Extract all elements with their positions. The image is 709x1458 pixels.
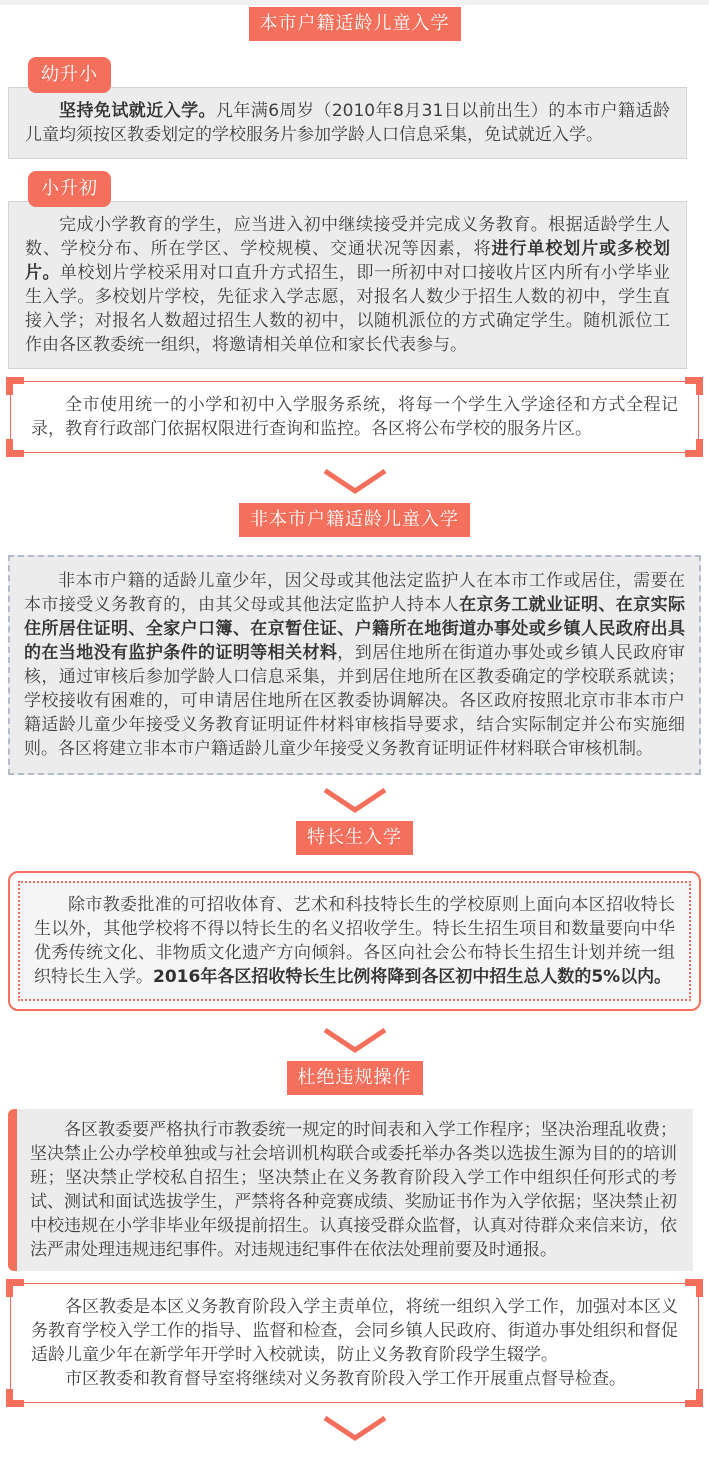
panel-primary-to-junior [8,201,687,369]
paragraph: 非本市户籍的适龄儿童少年，因父母或其他法定监护人在本市工作或居住，需要在本市接受义务教育的，由其父母或其他法定监护人持本人在京务工就业证明、在京实际住所居住证明、全家户口簿、在京暂住证、户籍所在地街道办事处或乡镇人民政府出具的在当地没有监护条件的证明等相关材料，到居住地所在街道办事处或乡镇人民政府审核，通过审核后参加学龄人口信息采集，并到居住地所在区教委确定的学校联系就读；学校接收有困难的，可申请居住地所在区教委协调解决。各区政府按照北京市非本市户籍适龄儿童少年接受义务教育证明证件材料审核指导要求，结合实际制定并公布实施细则。各区将建立非本市户籍适龄儿童少年接受义务教育证明证件材料联合审核机制。 [24,571,686,759]
panel-talent-policy [18,881,691,1001]
corner-bracket-icon [6,1279,24,1297]
panel-violation-rules [8,1109,693,1271]
stage-tag-primary-to-junior: 小升初 [28,171,111,207]
panel-nonlocal-requirements [8,555,701,775]
section-title-local: 本市户籍适龄儿童入学 [249,7,461,41]
talent-box [8,871,701,1011]
panel-preschool-to-primary [8,87,687,159]
corner-bracket-icon [685,377,703,395]
stage-tag-preschool-to-primary: 幼升小 [28,57,111,93]
note-box-enrollment-system [10,381,699,453]
chevron-down-icon [8,468,701,494]
paragraph: 各区教委是本区义务教育阶段入学主责单位，将统一组织入学工作，加强对本区义务教育学校入学工作的指导、监督和检查，会同乡镇人民政府、街道办事处组织和督促适龄儿童少年在新学年开学时入校就读，防止义务教育阶段学生辍学。 [31,1297,678,1365]
enrollment-infographic [0,7,709,1441]
corner-bracket-icon [685,439,703,457]
chevron-down-icon [8,1415,701,1441]
note-box-responsibility [10,1283,699,1403]
section-title-nonlocal: 非本市户籍适龄儿童入学 [239,503,470,537]
paragraph: 市区教委和教育督导室将继续对义务教育阶段入学工作开展重点督导检查。 [65,1369,626,1389]
corner-bracket-icon [6,377,24,395]
paragraph: 坚持免试就近入学。凡年满6周岁（2010年8月31日以前出生）的本市户籍适龄儿童均须按区教委划定的学校服务片参加学龄人口信息采集，免试就近入学。 [25,101,671,145]
paragraph: 各区教委要严格执行市教委统一规定的时间表和入学工作程序；坚决治理乱收费；坚决禁止公办学校单独或与社会培训机构联合或委托举办各类以选拔生源为目的的培训班；坚决禁止学校私自招生；坚决禁止在义务教育阶段入学工作中组织任何形式的考试、测试和面试选拔学生，严禁将各种竞赛成绩、奖励证书作为入学依据；坚决禁止初中校违规在小学非毕业年级提前招生。认真接受群众监督，认真对待群众来信来访，依法严肃处理违规违纪事件。对违规违纪事件在依法处理前要及时通报。 [30,1120,677,1260]
corner-bracket-icon [6,439,24,457]
chevron-down-icon [8,787,701,813]
page-top-strip [0,0,709,5]
paragraph: 全市使用统一的小学和初中入学服务系统，将每一个学生入学途径和方式全程记录，教育行政部门依据权限进行查询和监控。各区将公布学校的服务片区。 [31,395,678,439]
corner-bracket-icon [6,1389,24,1407]
accent-left-bar [8,1109,17,1271]
chevron-down-icon [8,1027,701,1053]
corner-bracket-icon [685,1389,703,1407]
paragraph: 完成小学教育的学生，应当进入初中继续接受并完成义务教育。根据适龄学生人数、学校分布、所在学区、学校规模、交通状况等因素，将进行单校划片或多校划片。单校划片学校采用对口直升方式招生，即一所初中对口接收片区内所有小学毕业生入学。多校划片学校，先征求入学志愿，对报名人数少于招生人数的初中，学生直接入学；对报名人数超过招生人数的初中，以随机派位的方式确定学生。随机派位工作由各区教委统一组织，将邀请相关单位和家长代表参与。 [25,215,671,355]
corner-bracket-icon [685,1279,703,1297]
paragraph: 除市教委批准的可招收体育、艺术和科技特长生的学校原则上面向本区招收特长生以外，其他学校将不得以特长生的名义招收学生。特长生招生项目和数量要向中华优秀传统文化、非物质文化遗产方向倾斜。各区向社会公布特长生招生计划并统一组织特长生入学。2016年各区招收特长生比例将降到各区初中招生总人数的5%以内。 [34,895,675,987]
section-title-talent: 特长生入学 [296,821,413,855]
section-title-violation: 杜绝违规操作 [287,1061,423,1095]
